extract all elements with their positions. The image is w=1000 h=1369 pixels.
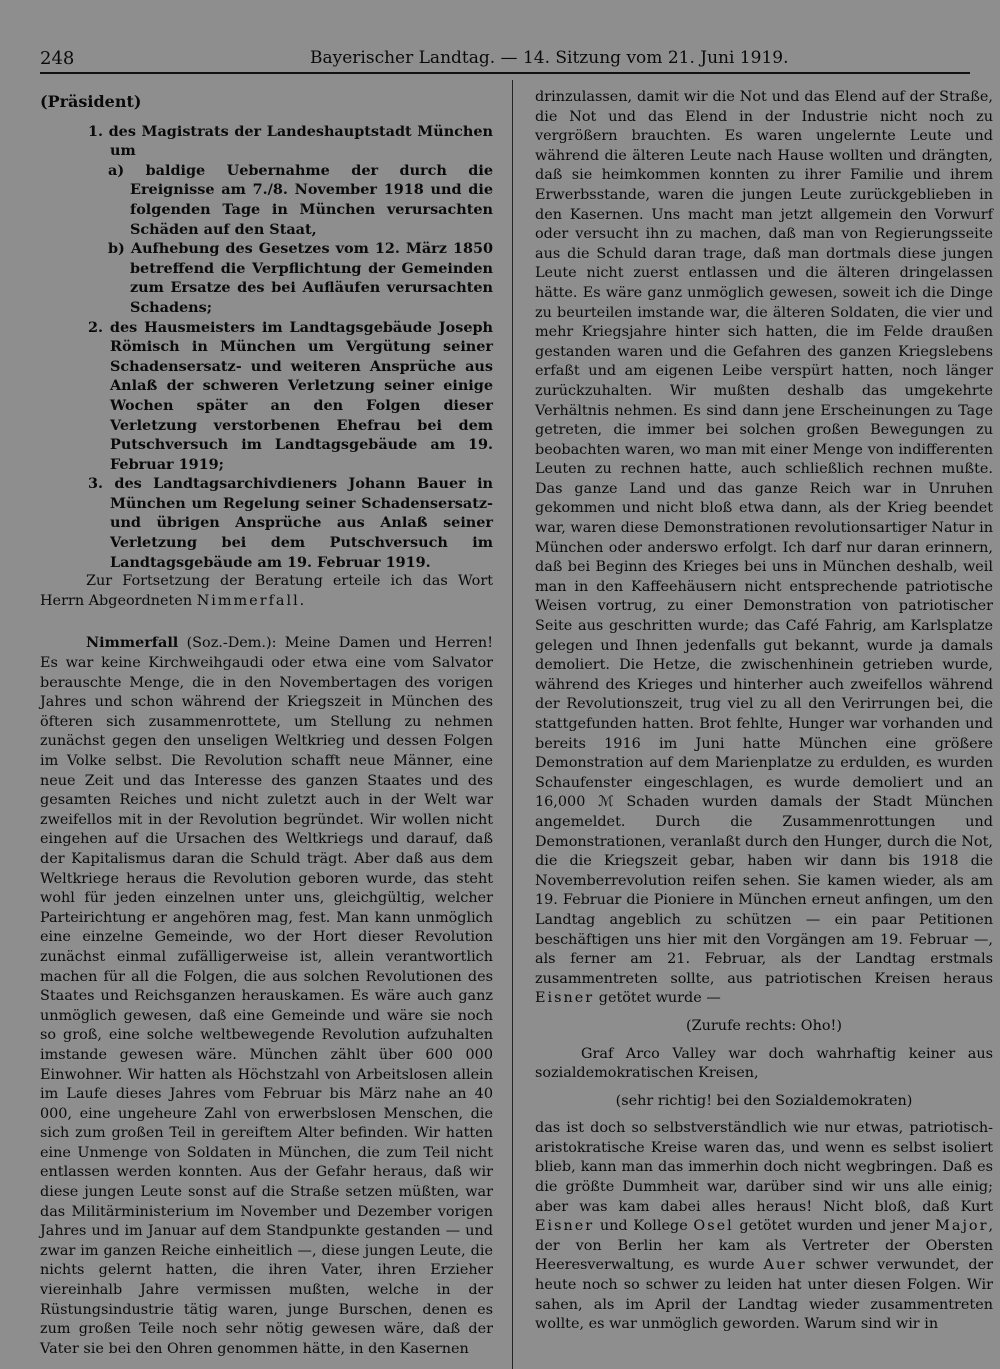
transition-text: Zur Fortsetzung der Beratung erteile ich das Wort Herrn Abgeordneten: [40, 573, 493, 609]
petition-item-1: 1. des Magistrats der Landeshauptstadt München um: [88, 122, 493, 160]
speech-paragraph-final: [535, 1119, 993, 1335]
petition-item-2: 2. des Hausmeisters im Landtagsgebäude Joseph Römisch in München um Vergütung seiner Schadensersatz- und weiteren Ansprüche aus Anlaß der schweren Verletzung seiner einige Wochen später an den Folgen dieser Verletzung verstorbenen Ehefrau bei dem Putschversuch im Landtagsgebäude am 19. Februar 1919;: [88, 318, 493, 473]
final-text-e: schwer verwundet, der heute noch so schwer zu leiden hat unter diesen Folgen. Wir sahen, als im April der Landtag wieder zusammentreten wollte, es war unmöglich geworden. Warum sind wir in: [535, 1257, 994, 1333]
speech-continuation: [535, 88, 993, 1009]
speech-paragraph: [40, 633, 493, 1359]
name-osel: Osel: [693, 1218, 734, 1235]
interjection-sehr-richtig: (sehr richtig! bei den Sozialdemokraten): [615, 1092, 913, 1109]
speech-paragraph-arco: Graf Arco Valley war doch wahrhaftig keiner aus sozialdemokratischen Kreisen,: [535, 1045, 993, 1082]
petition-item-3: 3. des Landtagsarchivdieners Johann Bauer in München um Regelung seiner Schadensersatz- und übrigen Ansprüche aus Anlaß seiner Verletzung bei dem Putschversuch im Landtagsgebäude am 19. Februar 1919.: [88, 475, 493, 571]
name-eisner-2: Eisner: [535, 1218, 595, 1235]
petition-item-1a: a) baldige Uebernahme der durch die Ereignisse am 7./8. November 1918 und die folgenden Tage in München verursachten Schäden auf den Staat,: [108, 161, 493, 238]
speaker-name: Nimmerfall: [86, 634, 179, 652]
name-auer: Auer: [763, 1257, 807, 1274]
column-divider: [512, 80, 513, 1369]
spacer: [40, 611, 493, 633]
page-number: 248: [40, 48, 75, 69]
interjection-oho: (Zurufe rechts: Oho!): [686, 1017, 842, 1034]
speech-text: Meine Damen und Herren! Es war keine Kirchweihgaudi oder etwa eine vom Salvator berauschte Menge, die in den Novembertagen des vorigen Jahres und schon während der Kriegszeit in München des öfteren sich zusammenrottete, um Stellung zu nehmen zunächst gegen den unseligen Weltkrieg und dessen Folgen im Volke selbst. Die Revolution schafft neue Männer, eine neue Zeit und das Interesse des ganzen Staates und des gesamten Reiches und nicht zuletzt auch in der Welt war zweifellos mit in der Revolution begründet. Wir wollen nicht eingehen auf die Ursachen des Weltkriegs und darauf, daß der Kapitalismus daran die Schuld trägt. Aber daß aus dem Weltkriege heraus die Revolution geboren wurde, das steht wohl für jeden einzelnen unter uns, gleichgültig, welcher Parteirichtung er angehören mag, fest. Man kann unmöglich eine einzelne Gemeinde, wo der Hort dieser Revolution zunächst einmal zufälligerweise ist, allein verantwortlich machen für all die Folgen, die aus solchen Revolutionen des Staates und Reichsganzen herauskamen. Es wäre auch ganz unmöglich gewesen, daß eine Gemeinde und wäre sie noch so groß, eine solche weltbewegende Revolution aufzuhalten imstande gewesen wäre. München zählt über 600 000 Einwohner. Wir hatten als Höchstzahl von Arbeitslosen allein im Laufe dieses Jahres vom Februar bis März nahe an 40 000, eine ungeheure Zahl von erwerbslosen Menschen, die sich zum großen Teil in gereiftem Alter befinden. Wir hatten eine Unmenge von Soldaten in München, die zum Teil nicht entlassen werden konnten. Aus der Gefahr heraus, daß wir diese jungen Leute sonst auf die Straße setzen müßten, war das Militärministerium im November und Dezember vorigen Jahres und im Januar auf dem Standpunkte gestanden — und zwar im ganzen Reiche einheitlich —, diese jungen Leute, die nichts gelernt hatten, die ihren Vater, ihren Erzieher viereinhalb Jahre vermissen mußten, welche in der Rüstungsindustrie tätig waren, junge Burschen, denen es zum großen Teile noch sehr nötig gewesen wäre, daß der Vater sie bei den Ohren genommen hätte, in den Kasernen: [40, 635, 493, 1357]
speaker-party: (Soz.-Dem.):: [186, 635, 277, 652]
speech-continuation-text: drinzulassen, damit wir die Not und das Elend auf der Straße, die Not und das Elend in der Industrie nicht noch zu vergrößern brauchten. Es waren ungelernte Leute und während die älteren Leute nach Hause wollten und drängten, daß sie heimkommen konnten zu ihrer Familie und ihrem Erwerbsstande, waren die jungen Leute zurückgeblieben in den Kasernen. Uns macht man jetzt allgemein den Vorwurf oder versucht ihn zu machen, daß man von Regierungsseite aus die Schuld daran trage, daß man dortmals diese jungen Leute nicht zuerst entlassen und die älteren dringelassen hätte. Es wäre ganz unmöglich gewesen, soweit ich die Dinge zu beurteilen imstande war, die älteren Soldaten, die vier und mehr Kriegsjahre hinter sich hatten, die im Felde draußen gestanden waren und die Gefahren des ganzen Kriegslebens erfaßt und am eigenen Leibe verspürt hatten, noch länger zurückzuhalten. Wir mußten deshalb das umgekehrte Verhältnis nehmen. Es sind dann jene Erscheinungen zu Tage getreten, die immer bei solchen großen Bewegungen zu beobachten waren, wo man mit einer Menge von indifferenten Leuten zu rechnen hatte, auch schließlich rechnen mußte. Das ganze Land und das ganze Reich war in Unruhen gekommen und nicht bloß etwa dann, als der Krieg beendet war, waren diese Demonstrationen revolutionsartiger Natur in München oder anderswo erfolgt. Ich darf nur daran erinnern, daß bei Beginn des Krieges bei uns in München deshalb, weil man in den Kaffeehäusern nicht entsprechende patriotische Weisen vortrug, zu einer Demonstration von patriotischer Seite aus geschritten wurde; das Café Fahrig, am Karlsplatze gelegen und Ihnen jedenfalls gut bekannt, wurde ja damals demoliert. Die Hetze, die zwischenhinein getrieben wurde, während des Krieges und hinterher auch zweifellos während der Revolutionszeit, trug viel zu all den Verirrungen bei, die stattgefunden hatten. Brot fehlte, Hunger war vorhanden und bereits 1916 im Juni hatte München eine größere Demonstration auf dem Marienplatze zu erdulden, es wurden Schaufenster eingeschlagen, es wurde demoliert und an 16,000 ℳ Schaden wurden damals der Stadt München angemeldet. Durch die Zusammenrottungen und Demonstrationen, veranlaßt durch den Hunger, durch die Not, die die Kriegszeit gebar, haben wir dann bis 1918 die Novemberrevolution reifen sehen. Sie kamen wieder, als am 19. Februar die Pioniere in München erneut anfingen, um den Landtag angeblich zu schützen — ein paar Petitionen beschäftigen uns hier mit den Vorgängen am 19. Februar —, als ferner am 21. Februar, als der Landtag erstmals zusammentreten sollte, aus patriotischen Kreisen heraus: [535, 89, 993, 987]
transition-speaker-name: Nimmerfall.: [196, 592, 307, 609]
right-column: [535, 88, 993, 1369]
name-major: Major: [935, 1218, 989, 1235]
name-eisner: Eisner: [535, 990, 595, 1007]
final-text-c: getötet wurden und jener: [739, 1218, 930, 1235]
final-text-d: , der von Berlin her kam als Vertreter der Obersten Heeresverwaltung, es wurde: [535, 1218, 994, 1274]
running-head: Bayerischer Landtag. — 14. Sitzung vom 21. Juni 1919.: [310, 48, 789, 68]
left-column: [40, 88, 493, 1369]
page-header: [40, 44, 970, 74]
speech-continuation-end: getötet wurde —: [598, 990, 721, 1007]
speaker-tag: (Präsident): [40, 92, 142, 111]
final-text-b: und Kollege: [599, 1218, 688, 1235]
final-text-a: das ist doch so selbstverständlich wie nur etwas, patriotisch-aristokratische Kreise waren das, und wenn es selbst isoliert blieb, kann man das immerhin doch nicht wegbringen. Daß es die größte Dummheit war, darüber sind wir uns alle einig; aber was kam dabei alles heraus! Nicht bloß, daß Kurt: [535, 1120, 993, 1215]
transition-paragraph: [40, 572, 493, 611]
petition-item-1b: b) Aufhebung des Gesetzes vom 12. März 1850 betreffend die Verpflichtung der Gemeinden zum Ersatze des bei Aufläufen verursachten Schadens;: [108, 240, 493, 316]
